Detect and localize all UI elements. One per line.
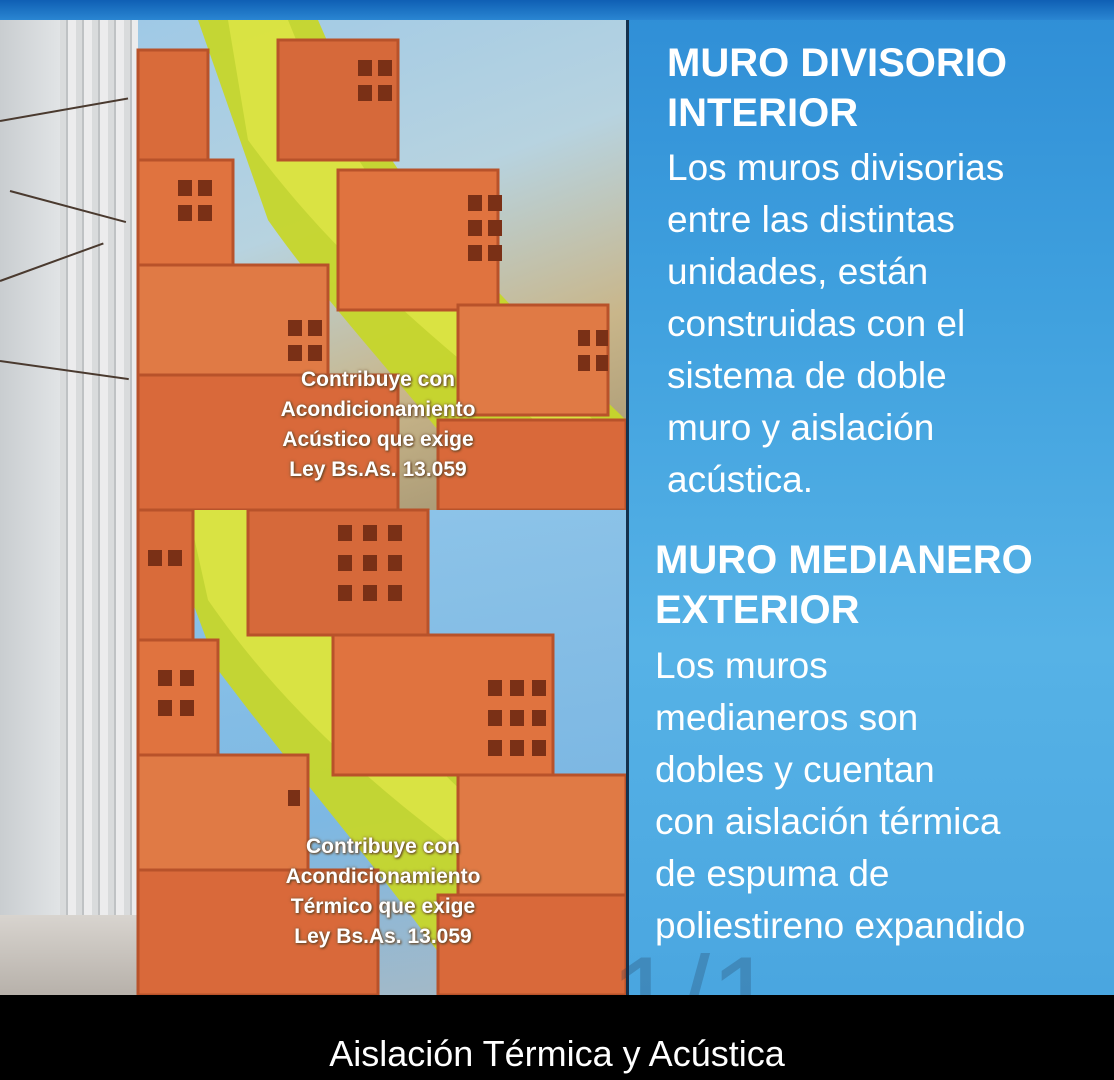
- body-line: entre las distintas: [667, 199, 955, 240]
- heading-line: MURO MEDIANERO: [655, 538, 1033, 582]
- floor: [0, 915, 138, 995]
- heading-line: MURO DIVISORIO: [667, 41, 1008, 85]
- section-body-interior: [667, 142, 1004, 506]
- acoustic-wall-image: [138, 20, 626, 510]
- heading-line: EXTERIOR: [655, 588, 860, 632]
- interior-photo: [0, 20, 138, 995]
- video-subtitle: Aislación Térmica y Acústica: [329, 1033, 785, 1074]
- body-line: unidades, están: [667, 251, 929, 292]
- caption-line: Ley Bs.As. 13.059: [289, 458, 467, 481]
- body-line: poliestireno expandido: [655, 905, 1026, 946]
- body-line: dobles y cuentan: [655, 749, 935, 790]
- body-line: Los muros divisorias: [667, 147, 1005, 188]
- heading-line: INTERIOR: [667, 91, 859, 135]
- section-heading-interior: [667, 38, 1007, 138]
- body-line: de espuma de: [655, 853, 890, 894]
- caption-line: Acondicionamiento: [285, 865, 481, 888]
- body-line: con aislación térmica: [655, 801, 1001, 842]
- body-line: Los muros: [655, 645, 828, 686]
- thermal-caption: [223, 832, 543, 952]
- caption-line: Acondicionamiento: [280, 398, 476, 421]
- thermal-wall-image: [138, 510, 626, 995]
- caption-line: Contribuye con: [300, 368, 455, 391]
- text-column: [640, 20, 1114, 995]
- body-line: sistema de doble: [667, 355, 947, 396]
- body-line: construidas con el: [667, 303, 966, 344]
- column-divider: [626, 20, 629, 995]
- body-line: muro y aislación: [667, 407, 935, 448]
- slide-top-bar: [0, 0, 1114, 20]
- window-frame: [60, 20, 138, 920]
- caption-line: Acústico que exige: [282, 428, 474, 451]
- section-heading-exterior: [655, 535, 1033, 635]
- acoustic-caption: [218, 365, 538, 485]
- section-body-exterior: [655, 640, 1025, 952]
- body-line: medianeros son: [655, 697, 919, 738]
- body-line: acústica.: [667, 459, 814, 500]
- caption-line: Contribuye con: [305, 835, 460, 858]
- caption-line: Ley Bs.As. 13.059: [294, 925, 472, 948]
- caption-line: Térmico que exige: [290, 895, 476, 918]
